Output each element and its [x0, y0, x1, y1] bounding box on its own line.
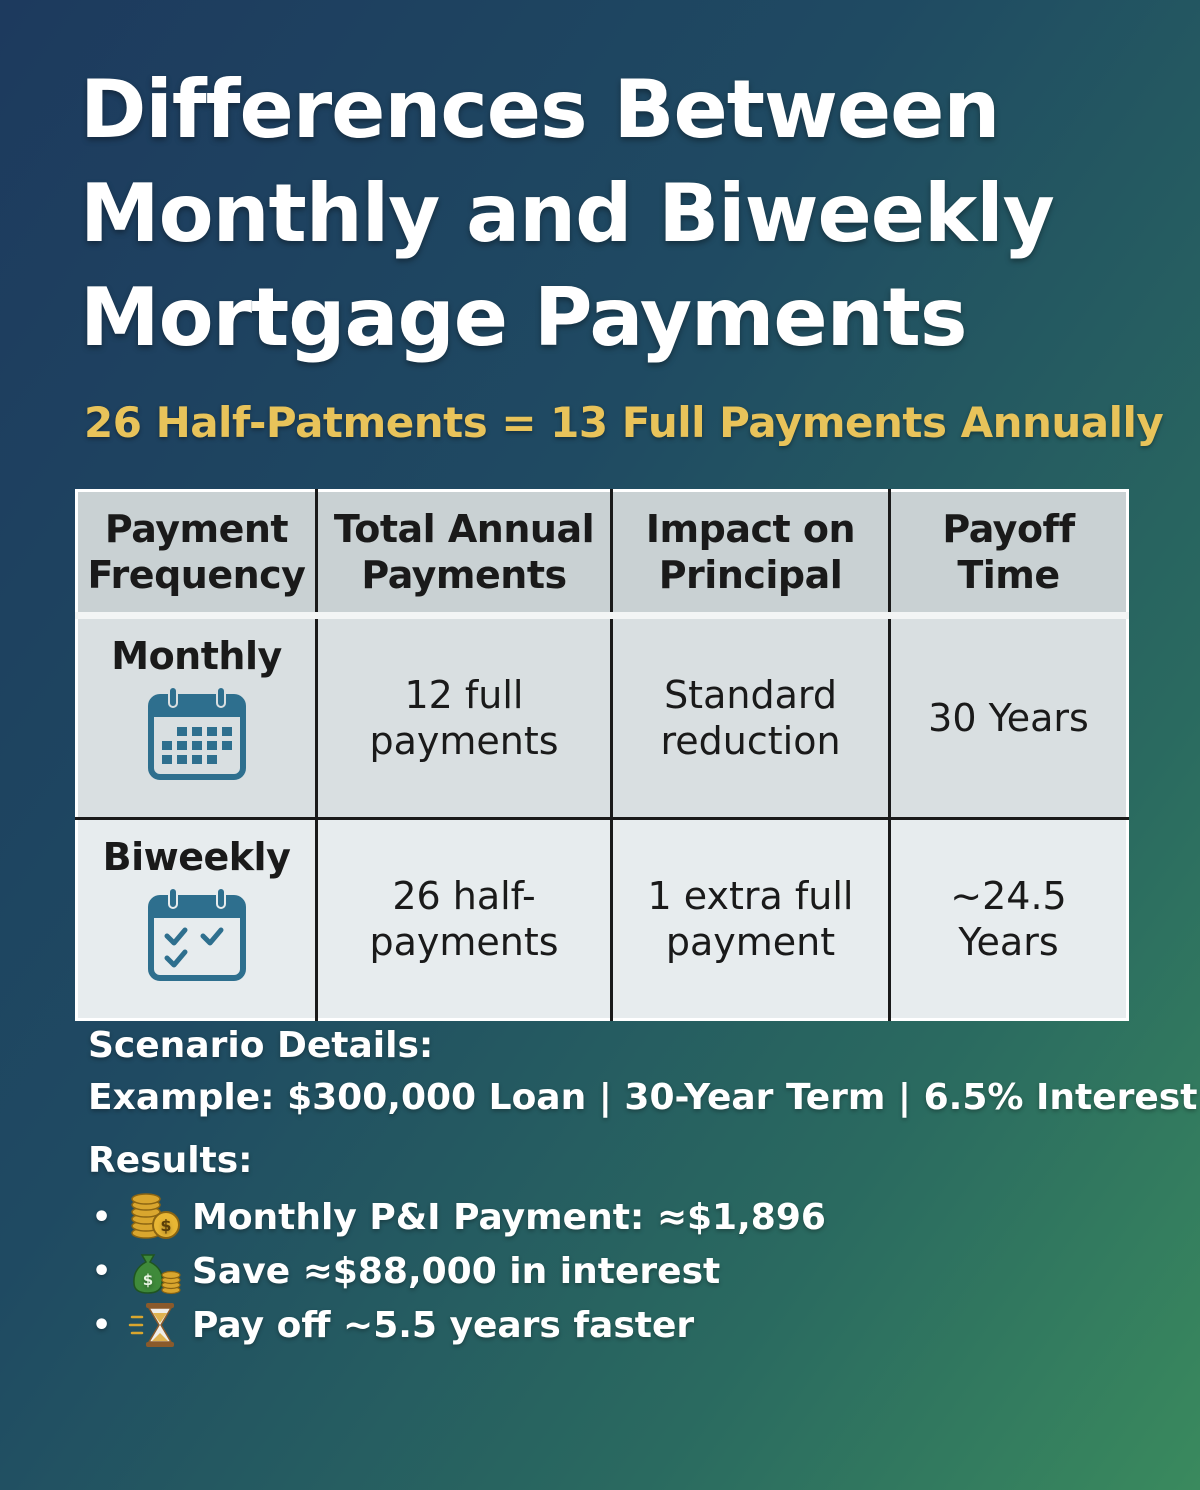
title-line-2: Monthly and Biweekly [80, 167, 1054, 260]
bullet-icon: • [92, 1253, 112, 1289]
comparison-table [75, 489, 1129, 1021]
money-bag-icon [128, 1247, 182, 1295]
scenario-example: Example: $300,000 Loan | 30-Year Term | 6.5% Interest [88, 1077, 1198, 1118]
results-heading: Results: [88, 1140, 253, 1181]
cell-principal-impact-biweekly: 1 extra full payment [612, 819, 890, 1020]
title-line-1: Differences Between [80, 63, 1000, 156]
result-text-payment: Monthly P&I Payment: ≈$1,896 [192, 1196, 826, 1238]
cell-payoff-time-biweekly: ~24.5 Years [890, 819, 1128, 1020]
calendar-grid-icon [147, 685, 247, 781]
results-list [92, 1190, 826, 1352]
table-row-monthly [77, 616, 1128, 819]
frequency-label-biweekly: Biweekly [102, 835, 291, 879]
bullet-icon: • [92, 1199, 112, 1235]
scenario-heading: Scenario Details: [88, 1025, 434, 1066]
table-row-biweekly [77, 819, 1128, 1020]
cell-frequency-monthly [77, 616, 317, 819]
frequency-label-monthly: Monthly [111, 634, 282, 678]
svg-text:$: $ [160, 1216, 172, 1235]
cell-annual-payments-biweekly: 26 half- payments [317, 819, 612, 1020]
table-header-row [77, 491, 1128, 616]
cell-payoff-time-monthly: 30 Years [890, 616, 1128, 819]
subtitle: 26 Half-Patments = 13 Full Payments Annually [84, 398, 1164, 447]
title-line-3: Mortgage Payments [80, 271, 967, 364]
header-payment-frequency: Payment Frequency [77, 491, 317, 616]
cell-annual-payments-monthly: 12 full payments [317, 616, 612, 819]
result-text-payoff: Pay off ~5.5 years faster [192, 1304, 695, 1346]
scenario-details [88, 1020, 1197, 1124]
list-item [92, 1244, 826, 1298]
svg-text:$: $ [142, 1271, 154, 1289]
header-total-annual-payments: Total Annual Payments [317, 491, 612, 616]
hourglass-icon [128, 1301, 182, 1349]
page-title [80, 58, 1140, 370]
header-impact-on-principal: Impact on Principal [612, 491, 890, 616]
cell-principal-impact-monthly: Standard reduction [612, 616, 890, 819]
cell-frequency-biweekly [77, 819, 317, 1020]
list-item [92, 1298, 826, 1352]
list-item [92, 1190, 826, 1244]
coin-stack-icon [128, 1193, 182, 1241]
bullet-icon: • [92, 1307, 112, 1343]
calendar-check-icon [147, 886, 247, 982]
result-text-interest: Save ≈$88,000 in interest [192, 1250, 721, 1292]
header-payoff-time: Payoff Time [890, 491, 1128, 616]
